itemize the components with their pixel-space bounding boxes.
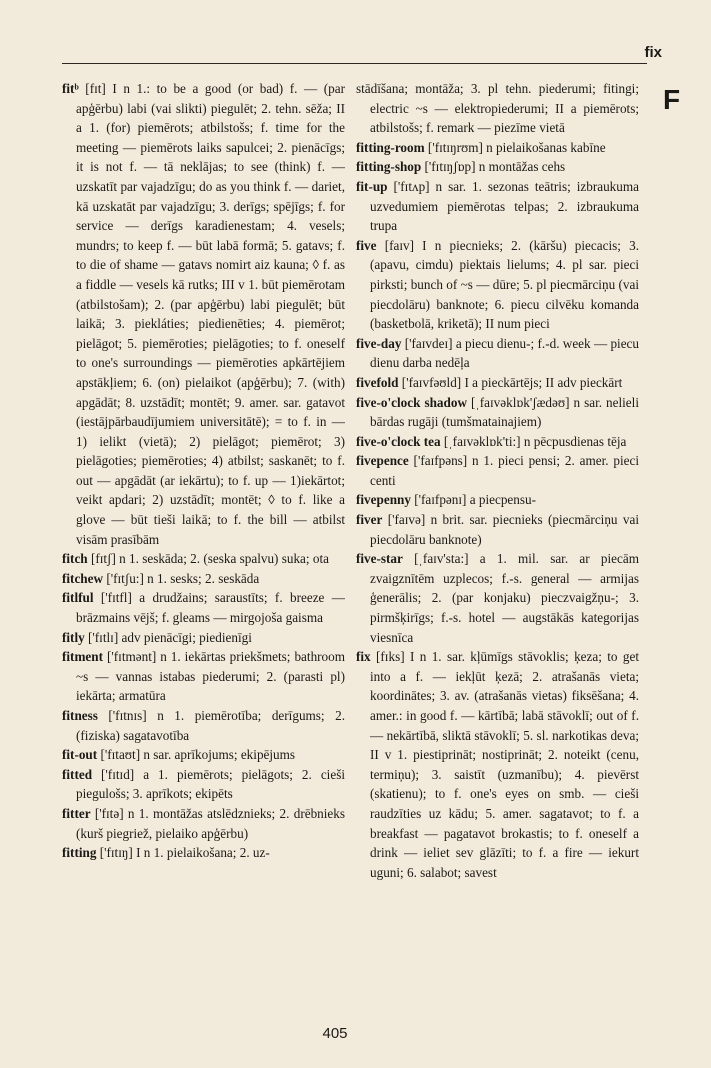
entry-headword: five-day — [356, 335, 402, 351]
entry-headword: fitted — [62, 766, 93, 782]
guide-word: fix — [644, 44, 662, 61]
entry-definition: ['faɪvə] n brit. sar. piecnieks (piecmārciņu vai piecdolāru banknote) — [370, 512, 639, 547]
dictionary-entry — [356, 334, 639, 373]
entry-headword: fix — [356, 649, 371, 665]
dictionary-entry — [356, 79, 639, 138]
dictionary-entry — [62, 804, 345, 843]
entry-definition: ['fɪtlɪ] adv pienācīgi; piedienīgi — [84, 629, 252, 645]
entry-definition: ['faɪfpəns] n 1. pieci pensi; 2. amer. pieci centi — [370, 453, 639, 488]
entry-headword: five-o'clock tea — [356, 433, 441, 449]
dictionary-entry — [356, 432, 639, 452]
entry-definition: ['fɪtʌp] n sar. 1. sezonas teātris; izbraukuma uzvedumiem piemērotas telpas; 2. izbraukuma trupa — [370, 178, 639, 234]
dictionary-entry — [356, 236, 639, 334]
dictionary-entry — [356, 490, 639, 510]
entry-headword: five-star — [356, 551, 403, 567]
dictionary-entry — [62, 745, 345, 765]
entry-definition: ['fɪtnɪs] n 1. piemērotība; derīgums; 2. (fiziska) sagatavotība — [76, 708, 345, 743]
entry-definition: [ˌfaɪvəklɒk'ʃædəʊ] n sar. nelieli bārdas rugāji (tumšmatainajiem) — [370, 394, 639, 430]
entry-headword: fitting-room — [356, 139, 425, 155]
entry-definition: stādīšana; montāža; 3. pl tehn. piederumi; fitingi; electric ~s — elektropiederumi; II a piemērots; atbilstošs; f. remark — piezīme vietā — [356, 81, 639, 136]
dictionary-entry — [356, 451, 639, 490]
entry-headword: fivepence — [356, 453, 409, 469]
entry-definition: ['fɪtɪd] a 1. piemērots; pielāgots; 2. cieši piegulošs; 3. aprīkots; ekipēts — [76, 766, 345, 802]
entry-definition: ['faɪvfəʊld] I a pieckārtējs; II adv pieckārt — [398, 374, 623, 390]
entry-definition: [fɪt] I n 1.: to be a good (or bad) f. — (par apģērbu) labi (vai slikti) piegulēt; 2. tehn. sēža; II a 1. (for) piemērots; atbilstošs; f. time for the meeting — piemērots laiks sapulcei; 2. pienācīgs; it is not f. — tā neklājas; to see (think) f. — uzskatīt par vajadzīgu; do as you think f. — dariet, kā uzskatāt par vajadzīgu; 3. derīgs; spējīgs; f. for service — derīgs karadienestam; 4. vesels; mundrs; to keep f. — būt labā formā; 5. gatavs; f. to die of shame — gatavs nomirt aiz kauna; ◊ f. as a fiddle — vesels kā rutks; III v 1. būt piemērotam (atbilstošam); 2. (par apģērbu) labi piegulēt; būt laikā; 3. piekláties; piedienēties; 4. piemērot; pielāgot; 5. piemēroties; pielāgoties; to f. oneself to one's surroundings — piemēroties apkārtējiem apstākļiem; 6. (on) pielaikot (apģērbu); 7. (with) apgādāt; 8. uzstādīt; montēt; 9. amer. sar. gatavot (iestājpārbaudījumiem universitātē); = to f. in — 1) ielikt (vietā); 2) pielāgot; piemērot; 3) pielāgoties; piemēroties; 4) atbilst; saskanēt; to f. out — apgādāt (ar iekārtu); to f. up — 1)iekārtot; veikt apdari; 2) uzstādīt; montēt; ◊ to f. like a glove — būt tieši laikā; to f. the bill — atbilst visām prasībām — [76, 81, 345, 547]
header-rule — [62, 63, 647, 64]
dictionary-entry — [62, 706, 345, 745]
entry-headword: fitlful — [62, 590, 94, 606]
entry-headword: fitment — [62, 649, 104, 665]
entry-headword: fiver — [356, 512, 383, 528]
entry-headword: fitter — [62, 805, 91, 821]
right-column — [356, 79, 639, 882]
entry-headword: fivepenny — [356, 492, 411, 508]
entry-definition: [ˌfaɪv'sta:] a 1. mil. sar. ar piecām zvaigznītēm uzplecos; f.-s. general — armijas ģenerālis; 2. (par konjaku) pieczvaigžņu-; 3. pirmšķirīgs; f.-s. hotel — augstākās kategorijas viesnīca — [370, 551, 639, 645]
entry-headword: five-o'clock shadow — [356, 394, 467, 410]
entry-definition: ['faɪvdeɪ] a piecu dienu-; f.-d. week — piecu dienu darba nedēļa — [370, 335, 639, 371]
dictionary-entry — [62, 79, 345, 549]
entry-headword: fitly — [62, 629, 85, 645]
dictionary-entry — [356, 393, 639, 432]
dictionary-entry — [356, 647, 639, 882]
dictionary-entry — [62, 569, 345, 589]
left-column — [62, 79, 345, 863]
dictionary-entry — [356, 549, 639, 647]
entry-definition: ['fɪtaʊt] n sar. aprīkojums; ekipējums — [97, 747, 296, 763]
entry-headword: fit-up — [356, 178, 388, 194]
entry-definition: ['fɪtʃu:] n 1. sesks; 2. seskāda — [103, 570, 260, 586]
dictionary-entry — [356, 138, 639, 158]
entry-definition: [ˌfaɪvəklɒk'ti:] n pēcpusdienas tēja — [440, 433, 627, 449]
entry-definition: [faɪv] I n piecnieks; 2. (kāršu) piecacis; 3. (apavu, cimdu) piektais lielums; 4. pl sar. pieci pirksti; bunch of ~s — dūre; 5. pl piecmārciņu (vai piecdolāru) banknote; 6. piecu cilvēku komanda (basketbolā, kriketā); II num pieci — [370, 237, 639, 332]
entry-definition: ['faɪfpənɪ] a piecpensu- — [410, 492, 536, 508]
page-number: 405 — [322, 1025, 348, 1042]
dictionary-entry — [62, 549, 345, 569]
dictionary-entry — [356, 510, 639, 549]
entry-headword: fitchew — [62, 570, 104, 586]
entry-definition: ['fɪtɪŋrʊm] n pielaikošanas kabīne — [424, 139, 606, 155]
thumb-index-letter: F — [663, 84, 681, 115]
entry-headword: five — [356, 237, 377, 253]
entry-headword: fitᵇ — [62, 81, 79, 96]
entry-headword: fitch — [62, 551, 88, 567]
entry-headword: fivefold — [356, 374, 399, 390]
dictionary-entry — [62, 628, 345, 648]
entry-headword: fit-out — [62, 747, 98, 763]
dictionary-entry — [356, 177, 639, 236]
entry-definition: ['fɪtɪŋ] I n 1. pielaikošana; 2. uz- — [96, 845, 270, 861]
entry-definition: [fɪtʃ] n 1. seskāda; 2. (seska spalvu) suka; ota — [87, 551, 329, 567]
entry-definition: ['fɪtə] n 1. montāžas atslēdznieks; 2. drēbnieks (kurš piegriež, pielaiko apģērbu) — [76, 805, 345, 841]
entry-headword: fitness — [62, 708, 98, 723]
entry-definition: ['fɪtmənt] n 1. iekārtas priekšmets; bathroom ~s — vannas istabas piederumi; 2. (parasti pl) iekārta; armatūra — [76, 649, 345, 704]
dictionary-entry — [356, 373, 639, 393]
entry-headword: fitting — [62, 845, 97, 861]
entry-headword: fitting-shop — [356, 159, 422, 175]
dictionary-entry — [62, 765, 345, 804]
entry-definition: [fɪks] I n 1. sar. kļūmīgs stāvoklis; ķeza; to get into a f. — iekļūt ķezā; 2. atrašanās vieta; koordinātes; 3. av. (atrašanās vietas) fiksēšana; 4. amer.: in good f. — kārtībā; labā stāvoklī; out of f. — nekārtībā, sliktā stāvoklī; 5. sl. narkotikas deva; II v 1. piestiprināt; nostiprināt; 2. noteikt (cenu, termiņu); 3. saistīt (uzmanību); 4. pievērst (skatienu); to f. one's eyes on smb. — cieši raudzīties uz kādu; 5. amer. sagatavot; to f. a breakfast — pagatavot brokastis; to f. oneself a drink — ieliet sev glāzīti; to f. a fire — iekurt uguni; 6. salabot; savest — [370, 649, 639, 880]
entry-definition: ['fɪtfl] a drudžains; saraustīts; f. breeze — brāzmains vējš; f. gleams — mirgojoša gaisma — [76, 590, 345, 626]
dictionary-entry — [356, 157, 639, 177]
dictionary-entry — [62, 647, 345, 706]
dictionary-entry — [62, 843, 345, 863]
entry-definition: ['fɪtɪŋʃɒp] n montāžas cehs — [421, 159, 566, 175]
dictionary-entry — [62, 588, 345, 627]
